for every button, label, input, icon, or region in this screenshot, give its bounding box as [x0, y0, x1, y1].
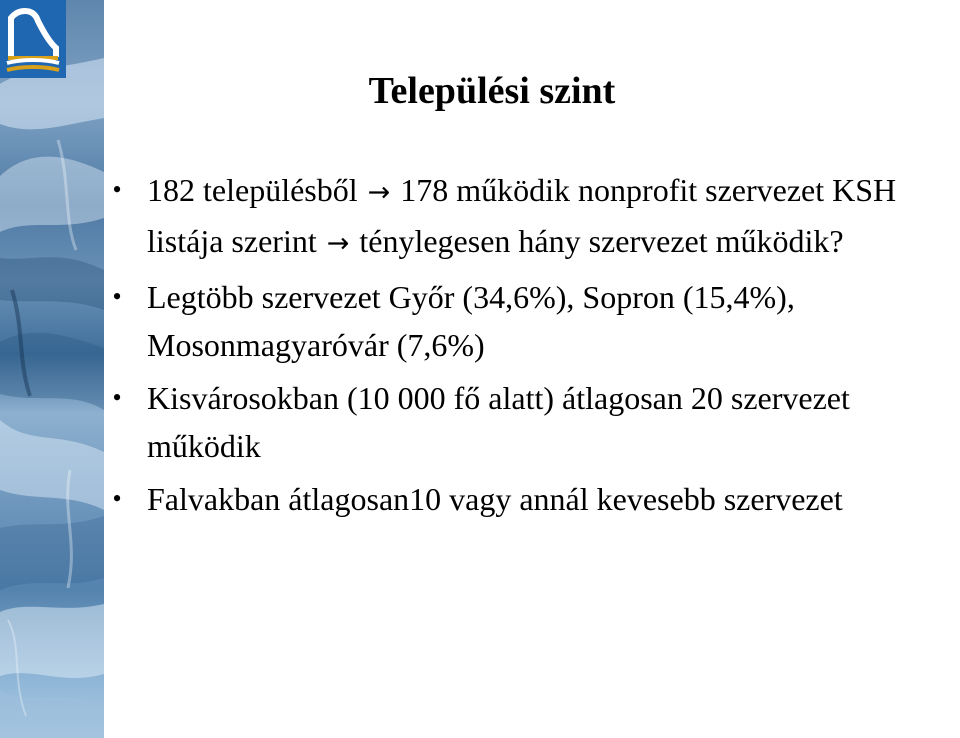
bullet-text: Kisvárosokban (10 000 fő alatt) átlagosan 20 szervezet működik: [147, 380, 850, 464]
bullet-dot-icon: •: [112, 484, 122, 513]
bullet-item: [106, 374, 956, 470]
bridge-logo-icon: [0, 0, 66, 78]
bullet-item: [106, 166, 956, 268]
slide-title: Települési szint: [368, 70, 616, 113]
bullet-dot-icon: •: [112, 282, 122, 311]
bullet-dot-icon: •: [112, 383, 122, 412]
bullet-text: Legtöbb szervezet Győr (34,6%), Sopron (15,4%), Mosonmagyaróvár (7,6%): [147, 279, 795, 363]
arrow-right-icon: →: [367, 177, 391, 208]
bullet-item: [106, 273, 956, 369]
bullet-text: Falvakban átlagosan10 vagy annál kevesebb szervezet: [147, 481, 843, 517]
arrow-right-icon: →: [326, 228, 350, 259]
bullet-item: [106, 475, 956, 523]
bullet-dot-icon: •: [112, 175, 122, 204]
textured-water-image: [0, 0, 104, 738]
bullet-list: [106, 166, 956, 528]
bullet-text: 178 működik nonprofit szervezet KSH listája szerint: [147, 172, 897, 259]
bullet-text: 182 településből: [147, 172, 358, 208]
decorative-side-strip: [0, 0, 104, 738]
bullet-text: ténylegesen hány szervezet működik?: [359, 223, 844, 259]
